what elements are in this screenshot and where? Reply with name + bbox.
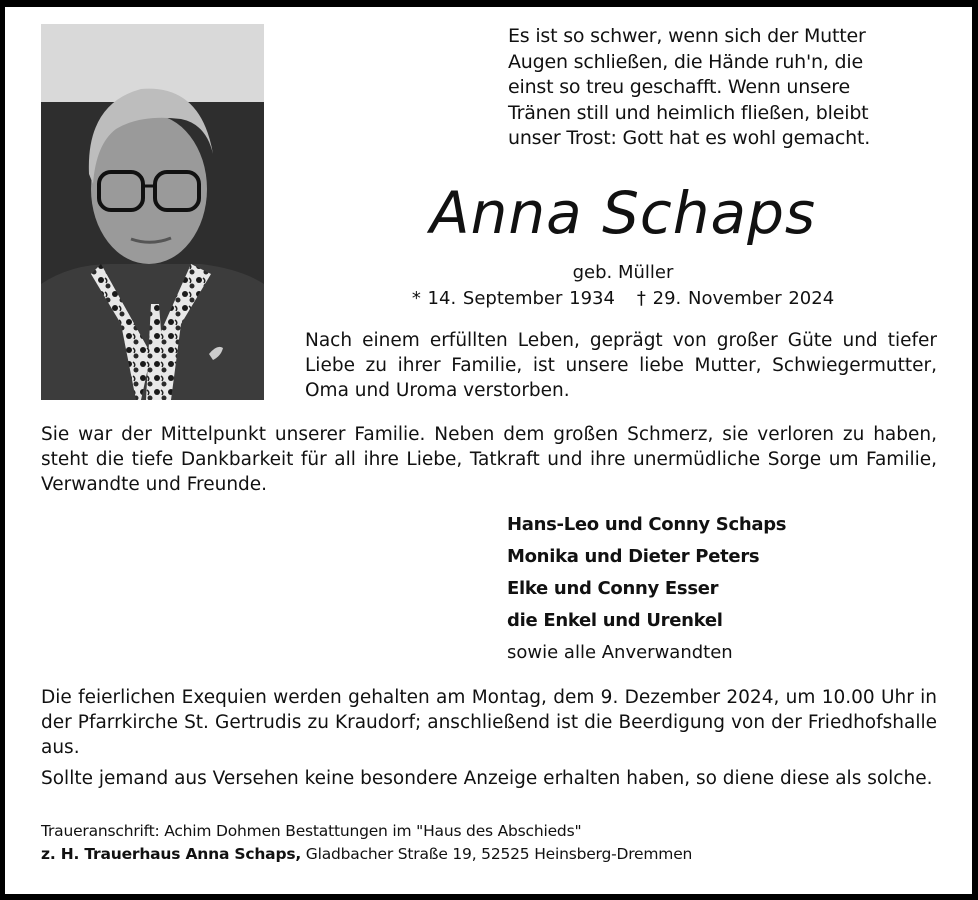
portrait-photo: [41, 24, 264, 400]
mourner-name: Hans-Leo und Conny Schaps: [507, 514, 787, 535]
mourner-name: Elke und Conny Esser: [507, 578, 719, 599]
mourning-address-line: Traueranschrift: Achim Dohmen Bestattungen im "Haus des Abschieds": [41, 822, 582, 840]
mourning-house-label: z. H. Trauerhaus Anna Schaps,: [41, 845, 302, 863]
obituary-notice: [5, 7, 972, 894]
street-address: Gladbacher Straße 19, 52525 Heinsberg-Dremmen: [301, 845, 693, 863]
memorial-poem: [508, 24, 948, 152]
mourners-closing: sowie alle Anverwandten: [507, 642, 733, 663]
life-dates: [295, 288, 951, 309]
poem-line: Tränen still und heimlich fließen, bleibt: [508, 101, 869, 124]
poem-line: Augen schließen, die Hände ruh'n, die: [508, 50, 863, 73]
poem-line: unser Trost: Gott hat es wohl gemacht.: [508, 127, 871, 149]
death-date: † 29. November 2024: [636, 288, 835, 309]
portrait-illustration: [41, 24, 264, 400]
mourner-name: die Enkel und Urenkel: [507, 610, 723, 631]
deceased-name: Anna Schaps: [429, 179, 817, 247]
mourner-name: Monika und Dieter Peters: [507, 546, 760, 567]
poem-line: Es ist so schwer, wenn sich der Mutter: [508, 25, 866, 47]
tribute-paragraph: Sie war der Mittelpunkt unserer Familie. Neben dem großen Schmerz, sie verloren zu haben, steht die tiefe Dankbarkeit für all ihre Liebe, Tatkraft und ihre unermüdliche Sorge um Familie, Verwandte und Freunde.: [41, 424, 937, 495]
poem-line: einst so treu geschafft. Wenn unsere: [508, 76, 850, 98]
maiden-name: geb. Müller: [572, 262, 674, 283]
mourning-house-address: [41, 843, 937, 865]
intro-paragraph: Nach einem erfüllten Leben, geprägt von großer Güte und tiefer Liebe zu ihrer Familie, ist unsere liebe Mutter, Schwiegermutter, Oma und Uroma verstorben.: [305, 330, 937, 401]
birth-date: * 14. September 1934: [411, 288, 615, 309]
notice-paragraph: Sollte jemand aus Versehen keine besondere Anzeige erhalten haben, so diene diese als solche.: [41, 768, 933, 789]
service-details: Die feierlichen Exequien werden gehalten am Montag, dem 9. Dezember 2024, um 10.00 Uhr in der Pfarrkirche St. Gertrudis zu Kraudorf; anschließend ist die Beerdigung von der Friedhofshalle aus.: [41, 687, 937, 758]
mourners-list: [507, 509, 947, 669]
